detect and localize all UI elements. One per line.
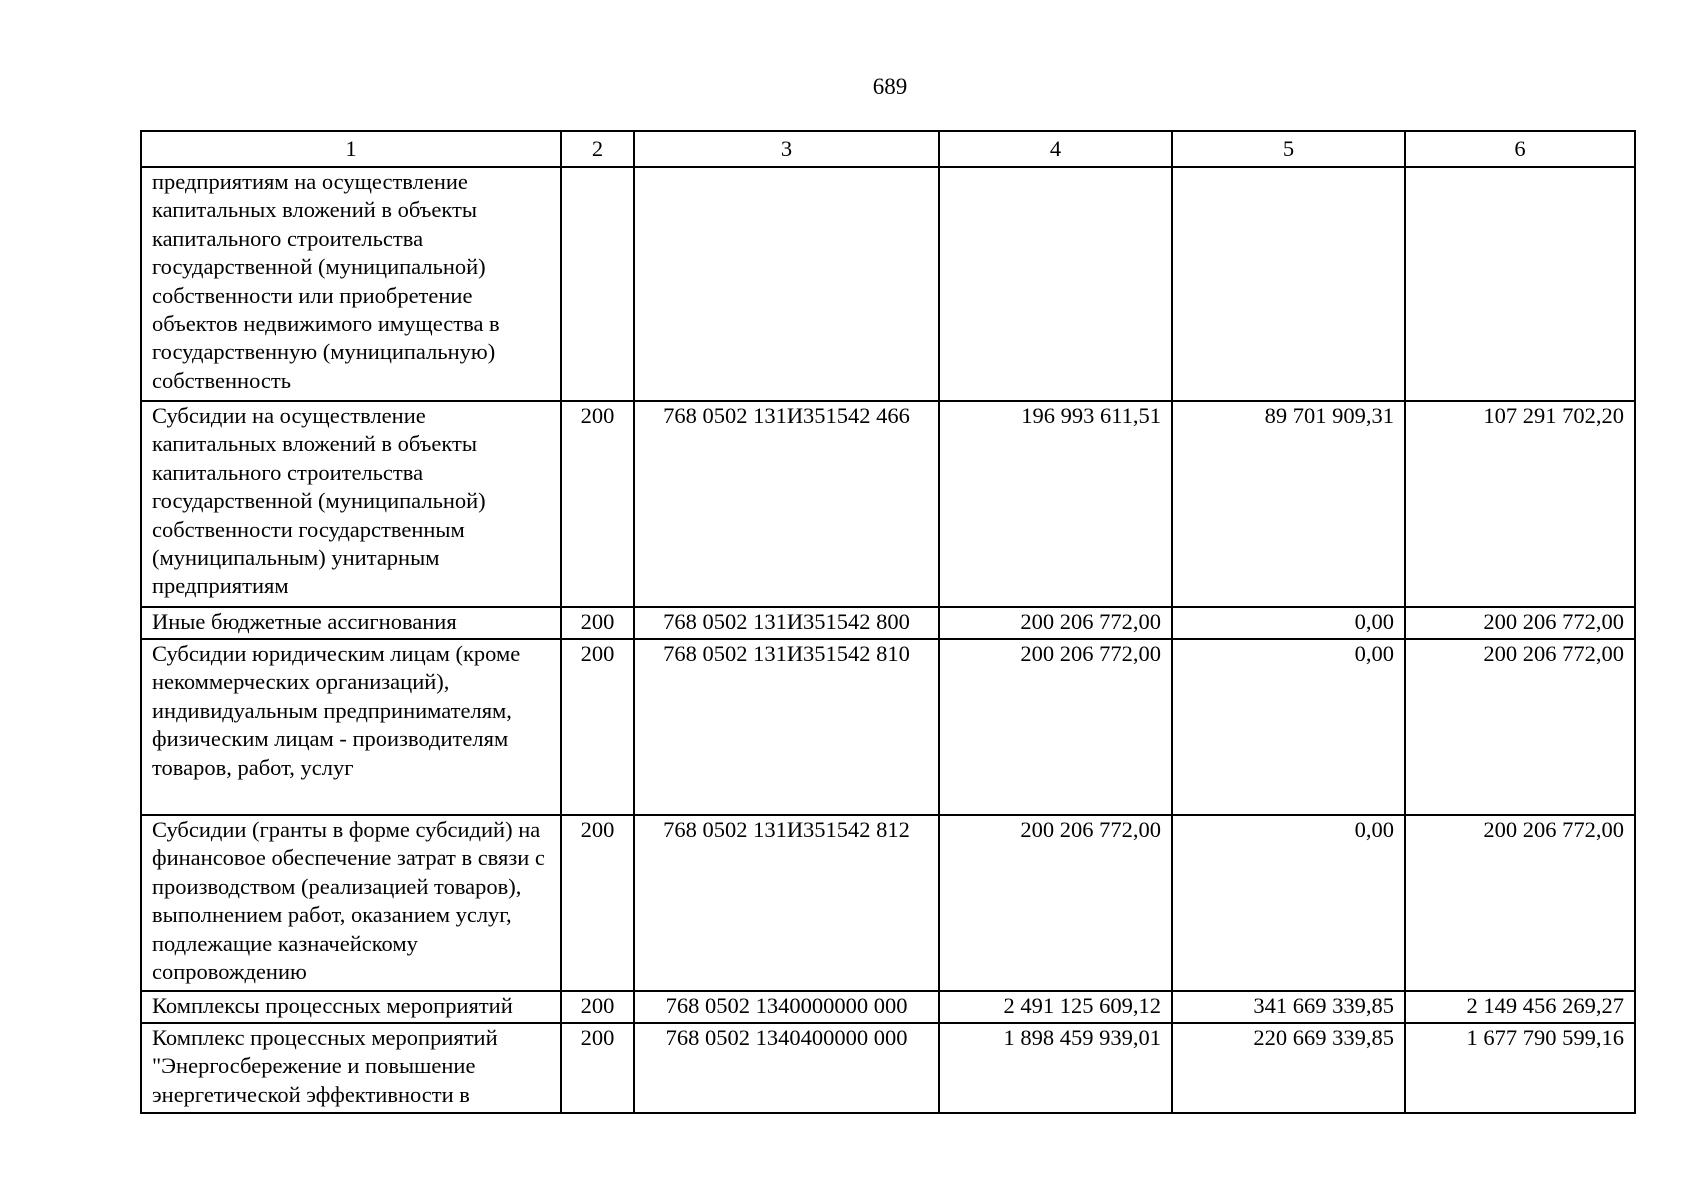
table-body [141,167,1635,1113]
row-code: 768 0502 1340000000 000 [634,991,939,1023]
row-code: 768 0502 131И351542 800 [634,607,939,639]
column-header-3: 3 [634,131,939,167]
row-col6 [1405,167,1635,401]
row-col6: 200 206 772,00 [1405,639,1635,815]
header-row [141,131,1635,167]
row-code: 768 0502 1340400000 000 [634,1023,939,1113]
column-header-2: 2 [561,131,634,167]
row-col2 [561,167,634,401]
column-header-1: 1 [141,131,561,167]
row-col2: 200 [561,401,634,607]
row-col6: 200 206 772,00 [1405,607,1635,639]
row-col4: 200 206 772,00 [939,639,1172,815]
budget-table [140,130,1636,1114]
table-row [141,815,1635,991]
row-name: Комплексы процессных мероприятий [141,991,561,1023]
row-name: Иные бюджетные ассигнования [141,607,561,639]
column-header-6: 6 [1405,131,1635,167]
row-col2: 200 [561,815,634,991]
row-col2: 200 [561,991,634,1023]
row-col4: 200 206 772,00 [939,815,1172,991]
row-name: Субсидии на осуществление капитальных вложений в объекты капитального строительства государственной (муниципальной) собственности государственным (муниципальным) унитарным предприятиям [141,401,561,607]
row-col6: 2 149 456 269,27 [1405,991,1635,1023]
table-row [141,401,1635,607]
table-row [141,639,1635,815]
row-code: 768 0502 131И351542 810 [634,639,939,815]
table-row [141,167,1635,401]
row-code [634,167,939,401]
row-col5: 0,00 [1172,815,1405,991]
row-col6: 107 291 702,20 [1405,401,1635,607]
row-col4: 200 206 772,00 [939,607,1172,639]
row-col5: 0,00 [1172,607,1405,639]
table-row [141,607,1635,639]
table-header [141,131,1635,167]
row-col5: 220 669 339,85 [1172,1023,1405,1113]
row-code: 768 0502 131И351542 466 [634,401,939,607]
row-col4: 1 898 459 939,01 [939,1023,1172,1113]
table-row [141,991,1635,1023]
column-header-4: 4 [939,131,1172,167]
row-col2: 200 [561,607,634,639]
row-col2: 200 [561,639,634,815]
row-col4 [939,167,1172,401]
row-name: Субсидии (гранты в форме субсидий) на финансовое обеспечение затрат в связи с производством (реализацией товаров), выполнением работ, оказанием услуг, подлежащие казначейскому сопровождению [141,815,561,991]
row-col5: 341 669 339,85 [1172,991,1405,1023]
row-col6: 1 677 790 599,16 [1405,1023,1635,1113]
row-col6: 200 206 772,00 [1405,815,1635,991]
row-col4: 196 993 611,51 [939,401,1172,607]
table-row [141,1023,1635,1113]
column-header-5: 5 [1172,131,1405,167]
row-col2: 200 [561,1023,634,1113]
row-name: Субсидии юридическим лицам (кроме некоммерческих организаций), индивидуальным предпринимателям, физическим лицам - производителям товаров, работ, услуг [141,639,561,815]
row-col4: 2 491 125 609,12 [939,991,1172,1023]
row-col5 [1172,167,1405,401]
row-code: 768 0502 131И351542 812 [634,815,939,991]
row-name: предприятиям на осуществление капитальных вложений в объекты капитального строительства государственной (муниципальной) собственности или приобретение объектов недвижимого имущества в государственную (муниципальную) собственность [141,167,561,401]
row-col5: 89 701 909,31 [1172,401,1405,607]
page-number: 689 [872,74,908,99]
row-col5: 0,00 [1172,639,1405,815]
row-name: Комплекс процессных мероприятий "Энергосбережение и повышение энергетической эффективности в [141,1023,561,1113]
